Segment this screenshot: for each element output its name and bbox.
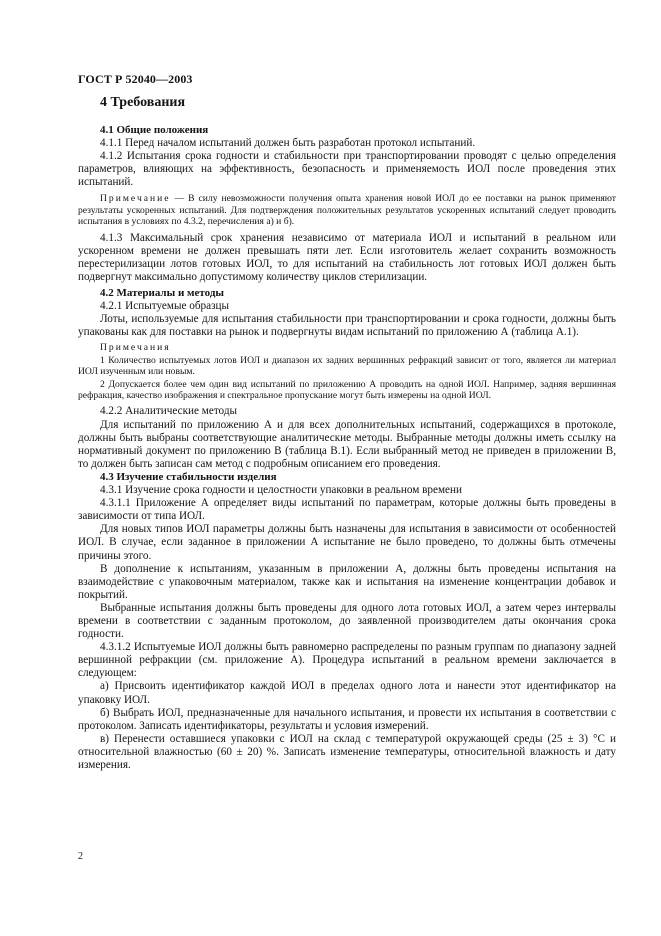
note-4-1 — [78, 193, 616, 227]
paragraph-4-3-1: 4.3.1 Изучение срока годности и целостности упаковки в реальном времени — [100, 484, 462, 497]
subsection-4-2-title: 4.2 Материалы и методы — [100, 287, 225, 300]
paragraph-new-types: Для новых типов ИОЛ параметры должны быть назначены для испытания в зависимости от особенностей ИОЛ. В случае, если заданное в приложении А испытание не было проведено, то должны быть отмечены причины этого. — [78, 523, 616, 562]
paragraph-4-1-1: 4.1.1 Перед началом испытаний должен быть разработан протокол испытаний. — [100, 137, 476, 150]
list-item-a: а) Присвоить идентификатор каждой ИОЛ в пределах одного лота и нанести этот идентификатор на упаковку ИОЛ. — [78, 680, 616, 706]
paragraph-selected: Выбранные испытания должны быть проведены для одного лота готовых ИОЛ, а затем через интервалы времени в соответствии с заданным протоколом, до заявленной производителем даты окончания срока годности. — [78, 601, 616, 641]
paragraph-4-2-2: Для испытаний по приложению А и для всех дополнительных испытаний, содержащихся в протоколе, должны быть выбраны соответствующие аналитические методы. Выбранные методы должны иметь ссылку на нормативный документ по приложению В (таблица В.1). Если выбранный метод не приведен в приложении В, то должен быть записан сам метод с подробным описанием его проведения. — [78, 418, 616, 470]
paragraph-4-3-1-1: 4.3.1.1 Приложение А определяет виды испытаний по параметрам, которые должны быть проведены в зависимости от типа ИОЛ. — [78, 497, 616, 523]
paragraph-4-1-2: 4.1.2 Испытания срока годности и стабильности при транспортировании проводят с целью определения параметров, влияющих на эффективность, безопасность и применяемость ИОЛ после проведения этих испытаний. — [78, 150, 616, 189]
subsection-4-1-title: 4.1 Общие положения — [100, 124, 209, 136]
paragraph-4-2-1: Лоты, используемые для испытания стабильности при транспортировании и срока годности, должны быть упакованы как для поставки на рынок и подвергнуты видам испытаний по приложению А (таблица А.1). — [78, 313, 616, 339]
document-body — [78, 95, 616, 772]
list-item-v: в) Перенести оставшиеся упаковки с ИОЛ на склад с температурой окружающей среды (25 ± 3) °С и относительной влажностью (60 ± 20) %. Записать изменение температуры, относительной влажность и дату измерения. — [78, 732, 616, 771]
page-number: 2 — [78, 851, 83, 862]
document-header: ГОСТ Р 52040—2003 — [78, 72, 193, 86]
section-title: 4 Требования — [100, 95, 186, 110]
paragraph-4-1-3: 4.1.3 Максимальный срок хранения независимо от материала ИОЛ и испытаний в реальном или ускоренном времени не должен превышать пяти лет. Если изготовитель желает сохранить возможность перестерилизации лотов готовых ИОЛ, то для испытаний на стабильность лот готовых ИОЛ должен быть подвергнут максимально допустимому количеству циклов стерилизации. — [78, 231, 616, 283]
note-label: Примечание — [100, 193, 171, 205]
paragraph-additional: В дополнение к испытаниям, указанным в приложении А, должны быть проведены испытания на взаимодействие с упаковочным материалом, также как и испытания на изменение концентрации добавок и покрытий. — [78, 562, 616, 601]
paragraph-4-2-1-title: 4.2.1 Испытуемые образцы — [100, 300, 230, 313]
list-item-b: б) Выбрать ИОЛ, предназначенные для начального испытания, и провести их испытания в соответствии с протоколом. Записать идентификаторы, результаты и условия измерений. — [78, 706, 616, 732]
note-item-2: 2 Допускается более чем один вид испытаний по приложению А проводить на одной ИОЛ. Например, задняя вершинная рефракция, качество изображения и спектральное пропускание могут быть измерены на одной ИОЛ. — [78, 378, 616, 402]
note-text: — В силу невозможности получения опыта хранения новой ИОЛ до ее поставки на рынок применяют результаты ускоренных испытаний. Для подтверждения положительных результатов ускоренных испытаний следует проводить испытания в условиях по 4.3.2, перечисления а) и б). — [78, 193, 616, 228]
subsection-4-3-title: 4.3 Изучение стабильности изделия — [100, 470, 277, 483]
paragraph-4-2-2-title: 4.2.2 Аналитические методы — [100, 405, 238, 418]
paragraph-4-3-1-2: 4.3.1.2 Испытуемые ИОЛ должны быть равномерно распределены по разным группам по диапазону задней вершинной рефракции (см. приложение А). Процедура испытаний в реальном времени заключается в следующем: — [78, 641, 616, 680]
note-item-1: 1 Количество испытуемых лотов ИОЛ и диапазон их задних вершинных рефракций зависит от того, является ли материал ИОЛ изученным или новым. — [78, 354, 616, 378]
notes-label: Примечания — [100, 342, 171, 354]
